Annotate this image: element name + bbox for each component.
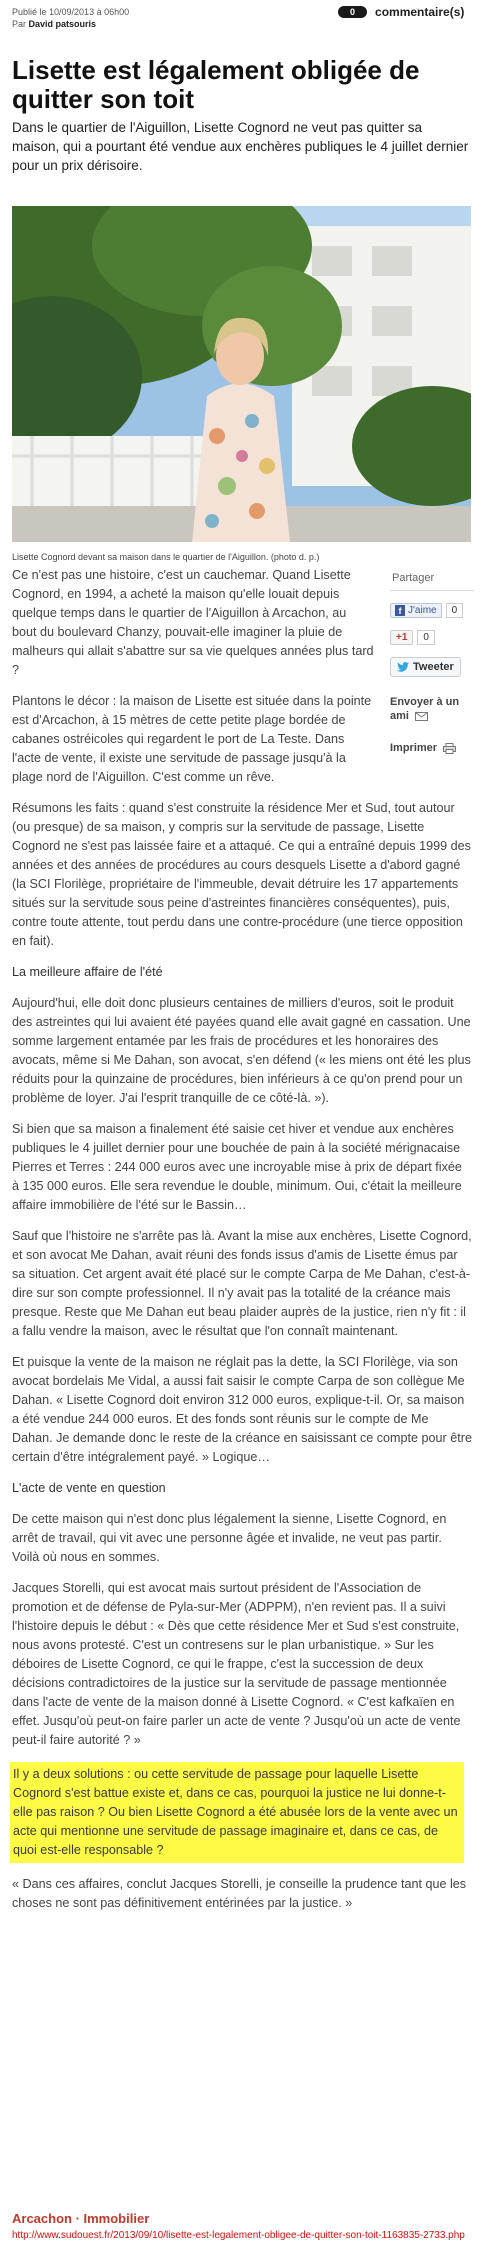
article-paragraph: Aujourd'hui, elle doit donc plusieurs centaines de milliers d'euros, soit le produit des astreintes qui lui avaient été payées quand elle avait gagné en cassation. Une somme largement entamée par les frais de procédures et les honoraires des avocats, même si Me Dahan, son avocat, s'en défend (« les miens ont été les plus réduits pour la quinzaine de procédures, bien inférieurs à ce qu'on prend pour un problème de loyer. J'ai l'esprit tranquille de ce côté-là. »). xyxy=(12,996,471,1105)
photo-illustration xyxy=(12,206,471,542)
tweet-label: Tweeter xyxy=(413,661,454,673)
article-photo xyxy=(12,206,471,542)
article-body xyxy=(12,566,472,1925)
print-label: Imprimer xyxy=(390,742,438,754)
comments-link[interactable] xyxy=(338,5,464,19)
publish-date: Publié le 10/09/2013 à 06h00 xyxy=(12,7,130,17)
article-paragraph: Ce n'est pas une histoire, c'est un cauchemar. Quand Lisette Cognord, en 1994, a acheté la maison qu'elle louait depuis quelque temps dans le quartier de l'Aiguillon à Arcachon, au bout du boulevard Chanzy, pouvait-elle imaginer la pluie de malheurs qui allait s'abattre sur sa vie quelques années plus tard ? xyxy=(12,568,374,677)
facebook-icon: f xyxy=(395,605,405,616)
gplus-button[interactable]: +1 xyxy=(390,630,413,645)
tweet-button[interactable] xyxy=(390,657,461,677)
envelope-icon xyxy=(415,712,428,721)
highlighted-paragraph: Il y a deux solutions : ou cette servitude de passage pour laquelle Lisette Cognord s'est battue existe et, dans ce cas, pourquoi la justice ne lui donne-t-elle pas raison ? Ou bien Lisette Cognord a été abusée lors de la vente avec un acte qui mentionne une servitude de passage imaginaire et, dans ce cas, de quoi est-elle responsable ? xyxy=(10,1762,464,1863)
facebook-like-count: 0 xyxy=(446,603,464,618)
article-paragraph: Si bien que sa maison a finalement été saisie cet hiver et vendue aux enchères publiques le 4 juillet dernier pour une bouchée de pain à la société mérignacaise Pierres et Terres : 244 000 euros avec une incroyable mise à prix de départ fixée à 135 000 euros. Elle sera revendue le double, minimum. Oui, c'était la meilleure affaire immobilière de l'été sur le Bassin… xyxy=(12,1122,462,1212)
article-paragraph: Plantons le décor : la maison de Lisette est située dans la pointe est d'Arcachon, à 15 mètres de cette petite plage bordée de cabanes ostréicoles qui regardent le port de La Teste. Dans l'acte de vente, il existe une servitude de passage jusqu'à la plage nord de l'Aiguillon. C'est comme un rêve. xyxy=(12,694,372,784)
comments-label[interactable]: commentaire(s) xyxy=(375,5,465,19)
article-tags[interactable]: Arcachon · Immobilier xyxy=(12,2211,150,2226)
article-lead: Dans le quartier de l'Aiguillon, Lisette Cognord ne veut pas quitter sa maison, qui a pourtant été vendue aux enchères publiques le 4 juillet dernier pour un prix dérisoire. xyxy=(12,120,469,173)
byline xyxy=(12,18,129,30)
article-paragraph: De cette maison qui n'est donc plus légalement la sienne, Lisette Cognord, en arrêt de travail, qui vit avec une personne âgée et invalide, ne veut pas partir. Voilà où nous en sommes. xyxy=(12,1512,447,1564)
printer-icon xyxy=(443,743,456,754)
facebook-share-row xyxy=(390,603,474,618)
gplus-share-row xyxy=(390,630,474,645)
article-meta xyxy=(12,6,129,30)
twitter-bird-icon xyxy=(397,662,409,672)
gplus-count: 0 xyxy=(417,630,435,645)
article-subheading: L'acte de vente en question xyxy=(12,1481,166,1495)
article-url[interactable]: http://www.sudouest.fr/2013/09/10/lisette-est-legalement-obligee-de-quitter-son-toit-1163835-2733.php xyxy=(12,2230,465,2241)
article-subheading: La meilleure affaire de l'été xyxy=(12,965,163,979)
photo-caption: Lisette Cognord devant sa maison dans le quartier de l'Aiguillon. (photo d. p.) xyxy=(12,552,320,562)
article-paragraph: Et puisque la vente de la maison ne réglait pas la dette, la SCI Florilège, via son avocat bordelais Me Vidal, a aussi fait saisir le compte Carpa de son collègue Me Dahan. « Lisette Cognord doit environ 312 000 euros, explique-t-il. Or, sa maison a été vendue 244 000 euros. Et des fonds sont réunis sur le compte de Me Dahan. Je demande donc le reste de la créance en saisissant ce compte pour être certain d'être intégralement payé. » Logique… xyxy=(12,1355,472,1464)
article-paragraph: Sauf que l'histoire ne s'arrête pas là. Avant la mise aux enchères, Lisette Cognord, et son avocat Me Dahan, avait réuni des fonds issus d'amis de Lisette émus par sa situation. Cet argent avait été placé sur le compte Carpa de Me Dahan, c'est-à-dire sur son compte professionnel. Il n'y avait pas la totalité de la créance mais presque. Reste que Me Dahan eut beau plaider auprès de la justice, rien n'y fit : il a fallu vendre la maison, avec le résultat que l'on connaît maintenant. xyxy=(12,1229,472,1338)
share-sidebar xyxy=(390,566,474,755)
facebook-like-label: J'aime xyxy=(408,605,437,616)
share-title: Partager xyxy=(390,566,474,591)
article-paragraph: Jacques Storelli, qui est avocat mais surtout président de l'Association de promotion et de défense de Pyla-sur-Mer (ADPPM), n'en revient pas. Il a suivi l'histoire depuis le début : « Dès que cette résidence Mer et Sud s'est construite, nous avons protesté. C'est un contresens sur le plan urbanistique. » Sur les déboires de Lisette Cognord, ce qui le frappe, c'est la succession de deux décisions contradictoires de la justice sur la servitude de passage mentionnée dans l'acte de vente de la maison donné à Lisette Cognord. « C'est kafkaïen en effet. Jusqu'où peut-on faire parler un acte de vente ? Jusqu'où un acte de vente peut-il faire autorité ? » xyxy=(12,1581,461,1747)
email-friend-link[interactable] xyxy=(390,695,474,723)
byline-prefix: Par xyxy=(12,19,27,29)
email-friend-label: Envoyer à un ami xyxy=(390,696,460,722)
article-paragraph: « Dans ces affaires, conclut Jacques Storelli, je conseille la prudence tant que les choses ne sont pas définitivement entérinées par la justice. » xyxy=(12,1877,467,1910)
article-title: Lisette est légalement obligée de quitter son toit xyxy=(12,55,420,114)
author-name[interactable]: David patsouris xyxy=(28,19,97,29)
comments-count-badge[interactable]: 0 xyxy=(338,6,367,18)
print-link[interactable] xyxy=(390,741,474,755)
article-paragraph: Résumons les faits : quand s'est construite la résidence Mer et Sud, tout autour (ou presque) de sa maison, y compris sur la servitude de passage, Lisette Cognord ne s'est pas laissée faire et a attaqué. Ce qui a entraîné depuis 1999 des années et des années de procédures au cours desquels Lisette a d'abord gagné (la SCI Florilège, propriétaire de l'immeuble, devait détruire les 17 appartements situés sur la servitude sous peine d'astreintes financières conséquentes), puis, contre toute attente, tout perdu dans une contre-procédure (une tierce opposition en fait). xyxy=(12,801,471,948)
facebook-like-button[interactable] xyxy=(390,603,442,618)
